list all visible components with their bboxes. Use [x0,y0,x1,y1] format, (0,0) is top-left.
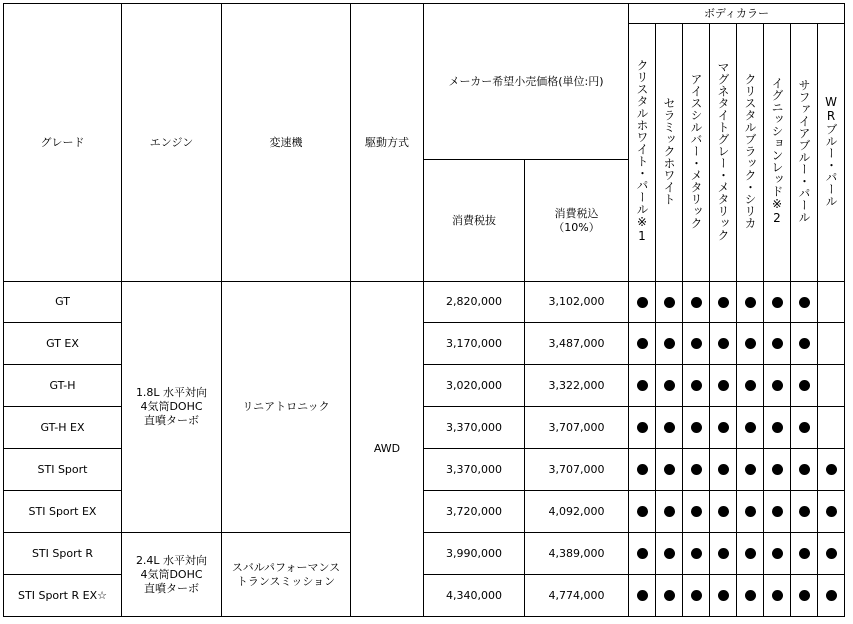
table-row [4,533,845,575]
available-dot-icon [691,464,702,475]
price-ex-tax-cell: 3,020,000 [424,365,525,407]
header-color-3 [710,24,737,282]
color-availability-cell [791,533,818,575]
color-availability-cell [737,449,764,491]
color-availability-cell [683,365,710,407]
color-availability-cell [791,407,818,449]
color-availability-cell [656,449,683,491]
available-dot-icon [799,297,810,308]
available-dot-icon [691,590,702,601]
color-name: イグニッションレッド※2 [770,76,784,225]
transmission-cell: リニアトロニック [222,282,351,533]
color-availability-cell [737,491,764,533]
color-availability-cell [683,449,710,491]
available-dot-icon [826,548,837,559]
available-dot-icon [745,297,756,308]
available-dot-icon [799,590,810,601]
available-dot-icon [772,548,783,559]
color-name: WRブルー・パール [824,94,838,207]
color-availability-cell [710,365,737,407]
grade-cell: STI Sport EX [4,491,122,533]
available-dot-icon [664,297,675,308]
price-ex-tax-cell: 3,990,000 [424,533,525,575]
color-availability-cell [656,282,683,323]
available-dot-icon [772,590,783,601]
available-dot-icon [826,506,837,517]
available-dot-icon [664,506,675,517]
price-in-tax-cell: 3,707,000 [525,407,629,449]
available-dot-icon [799,380,810,391]
grade-price-table [3,3,845,617]
color-name: アイスシルバー・メタリック [689,72,703,229]
price-ex-tax-cell: 3,720,000 [424,491,525,533]
available-dot-icon [664,590,675,601]
color-availability-cell [629,491,656,533]
header-transmission: 変速機 [222,4,351,282]
available-dot-icon [691,422,702,433]
available-dot-icon [745,422,756,433]
available-dot-icon [718,506,729,517]
color-availability-cell [764,365,791,407]
color-availability-cell [737,282,764,323]
header-color-2 [683,24,710,282]
available-dot-icon [664,422,675,433]
color-availability-cell [737,365,764,407]
available-dot-icon [691,506,702,517]
available-dot-icon [637,297,648,308]
grade-cell: GT EX [4,323,122,365]
color-availability-cell [629,449,656,491]
header-grade: グレード [4,4,122,282]
color-availability-cell [764,282,791,323]
grade-cell: STI Sport R [4,533,122,575]
color-availability-cell [656,365,683,407]
available-dot-icon [637,338,648,349]
price-ex-tax-cell: 3,370,000 [424,407,525,449]
color-availability-cell [818,575,845,617]
color-availability-cell [764,533,791,575]
available-dot-icon [745,464,756,475]
color-availability-cell [737,323,764,365]
color-availability-cell [737,533,764,575]
color-name: クリスタルブラック・シリカ [743,72,757,229]
available-dot-icon [772,380,783,391]
header-engine: エンジン [122,4,222,282]
color-availability-cell [710,491,737,533]
available-dot-icon [772,506,783,517]
color-availability-cell [683,575,710,617]
header-color-7 [818,24,845,282]
color-availability-cell [818,491,845,533]
engine-cell: 1.8L 水平対向 4気筒DOHC 直噴ターボ [122,282,222,533]
color-availability-cell [656,491,683,533]
price-in-tax-cell: 3,102,000 [525,282,629,323]
color-availability-cell [764,491,791,533]
price-in-tax-cell: 3,322,000 [525,365,629,407]
header-price-ex-tax: 消費税抜 [424,160,525,282]
available-dot-icon [745,548,756,559]
available-dot-icon [745,506,756,517]
price-in-tax-cell: 4,389,000 [525,533,629,575]
available-dot-icon [718,464,729,475]
color-availability-cell [629,323,656,365]
available-dot-icon [799,464,810,475]
price-in-tax-cell: 3,707,000 [525,449,629,491]
color-availability-cell [683,282,710,323]
color-name: クリスタルホワイト・パール※1 [635,58,649,243]
header-price: メーカー希望小売価格(単位:円) [424,4,629,160]
grade-cell: GT-H EX [4,407,122,449]
available-dot-icon [826,464,837,475]
color-name: サファイアブルー・パール [797,78,811,223]
color-availability-cell [656,323,683,365]
available-dot-icon [799,422,810,433]
price-in-tax-cell: 3,487,000 [525,323,629,365]
color-availability-cell [764,575,791,617]
grade-cell: GT-H [4,365,122,407]
color-availability-cell [791,575,818,617]
color-availability-cell [710,407,737,449]
header-drive: 駆動方式 [351,4,424,282]
available-dot-icon [637,506,648,517]
available-dot-icon [664,338,675,349]
available-dot-icon [664,548,675,559]
available-dot-icon [637,464,648,475]
color-availability-cell [818,449,845,491]
color-availability-cell [629,575,656,617]
header-color-6 [791,24,818,282]
color-availability-cell [683,323,710,365]
color-availability-cell [656,407,683,449]
color-availability-cell [764,449,791,491]
available-dot-icon [664,464,675,475]
color-availability-cell [818,282,845,323]
color-availability-cell [710,575,737,617]
color-availability-cell [683,533,710,575]
color-availability-cell [656,575,683,617]
color-availability-cell [629,282,656,323]
color-availability-cell [683,491,710,533]
price-ex-tax-cell: 3,170,000 [424,323,525,365]
engine-cell: 2.4L 水平対向 4気筒DOHC 直噴ターボ [122,533,222,617]
color-availability-cell [791,365,818,407]
color-name: マグネタイトグレー・メタリック [716,60,730,241]
available-dot-icon [637,590,648,601]
available-dot-icon [799,506,810,517]
color-availability-cell [629,533,656,575]
available-dot-icon [745,338,756,349]
color-availability-cell [764,323,791,365]
grade-cell: STI Sport R EX☆ [4,575,122,617]
available-dot-icon [637,548,648,559]
available-dot-icon [772,422,783,433]
color-availability-cell [629,365,656,407]
color-availability-cell [710,282,737,323]
available-dot-icon [718,422,729,433]
header-body-color: ボディカラー [629,4,845,24]
price-in-tax-cell: 4,092,000 [525,491,629,533]
available-dot-icon [799,548,810,559]
color-availability-cell [710,533,737,575]
grade-cell: GT [4,282,122,323]
available-dot-icon [745,380,756,391]
price-ex-tax-cell: 3,370,000 [424,449,525,491]
color-availability-cell [710,449,737,491]
color-availability-cell [710,323,737,365]
available-dot-icon [745,590,756,601]
color-availability-cell [656,533,683,575]
available-dot-icon [718,380,729,391]
available-dot-icon [718,338,729,349]
color-availability-cell [737,575,764,617]
price-ex-tax-cell: 4,340,000 [424,575,525,617]
available-dot-icon [772,464,783,475]
color-availability-cell [818,407,845,449]
color-availability-cell [818,323,845,365]
header-color-5 [764,24,791,282]
header-color-4 [737,24,764,282]
color-availability-cell [791,491,818,533]
color-name: セラミックホワイト [662,96,676,205]
price-ex-tax-cell: 2,820,000 [424,282,525,323]
available-dot-icon [691,297,702,308]
available-dot-icon [691,338,702,349]
available-dot-icon [664,380,675,391]
transmission-cell: スバルパフォーマンス トランスミッション [222,533,351,617]
drive-cell: AWD [351,282,424,617]
header-color-1 [656,24,683,282]
color-availability-cell [629,407,656,449]
color-availability-cell [683,407,710,449]
color-availability-cell [791,282,818,323]
color-availability-cell [764,407,791,449]
header-price-in-tax: 消費税込 （10%） [525,160,629,282]
available-dot-icon [691,380,702,391]
available-dot-icon [637,380,648,391]
available-dot-icon [772,338,783,349]
grade-cell: STI Sport [4,449,122,491]
color-availability-cell [791,449,818,491]
color-availability-cell [737,407,764,449]
available-dot-icon [772,297,783,308]
header-color-0 [629,24,656,282]
available-dot-icon [691,548,702,559]
available-dot-icon [718,297,729,308]
table-row [4,282,845,323]
price-in-tax-cell: 4,774,000 [525,575,629,617]
color-availability-cell [818,365,845,407]
available-dot-icon [799,338,810,349]
available-dot-icon [718,548,729,559]
available-dot-icon [718,590,729,601]
available-dot-icon [826,590,837,601]
color-availability-cell [818,533,845,575]
available-dot-icon [637,422,648,433]
color-availability-cell [791,323,818,365]
